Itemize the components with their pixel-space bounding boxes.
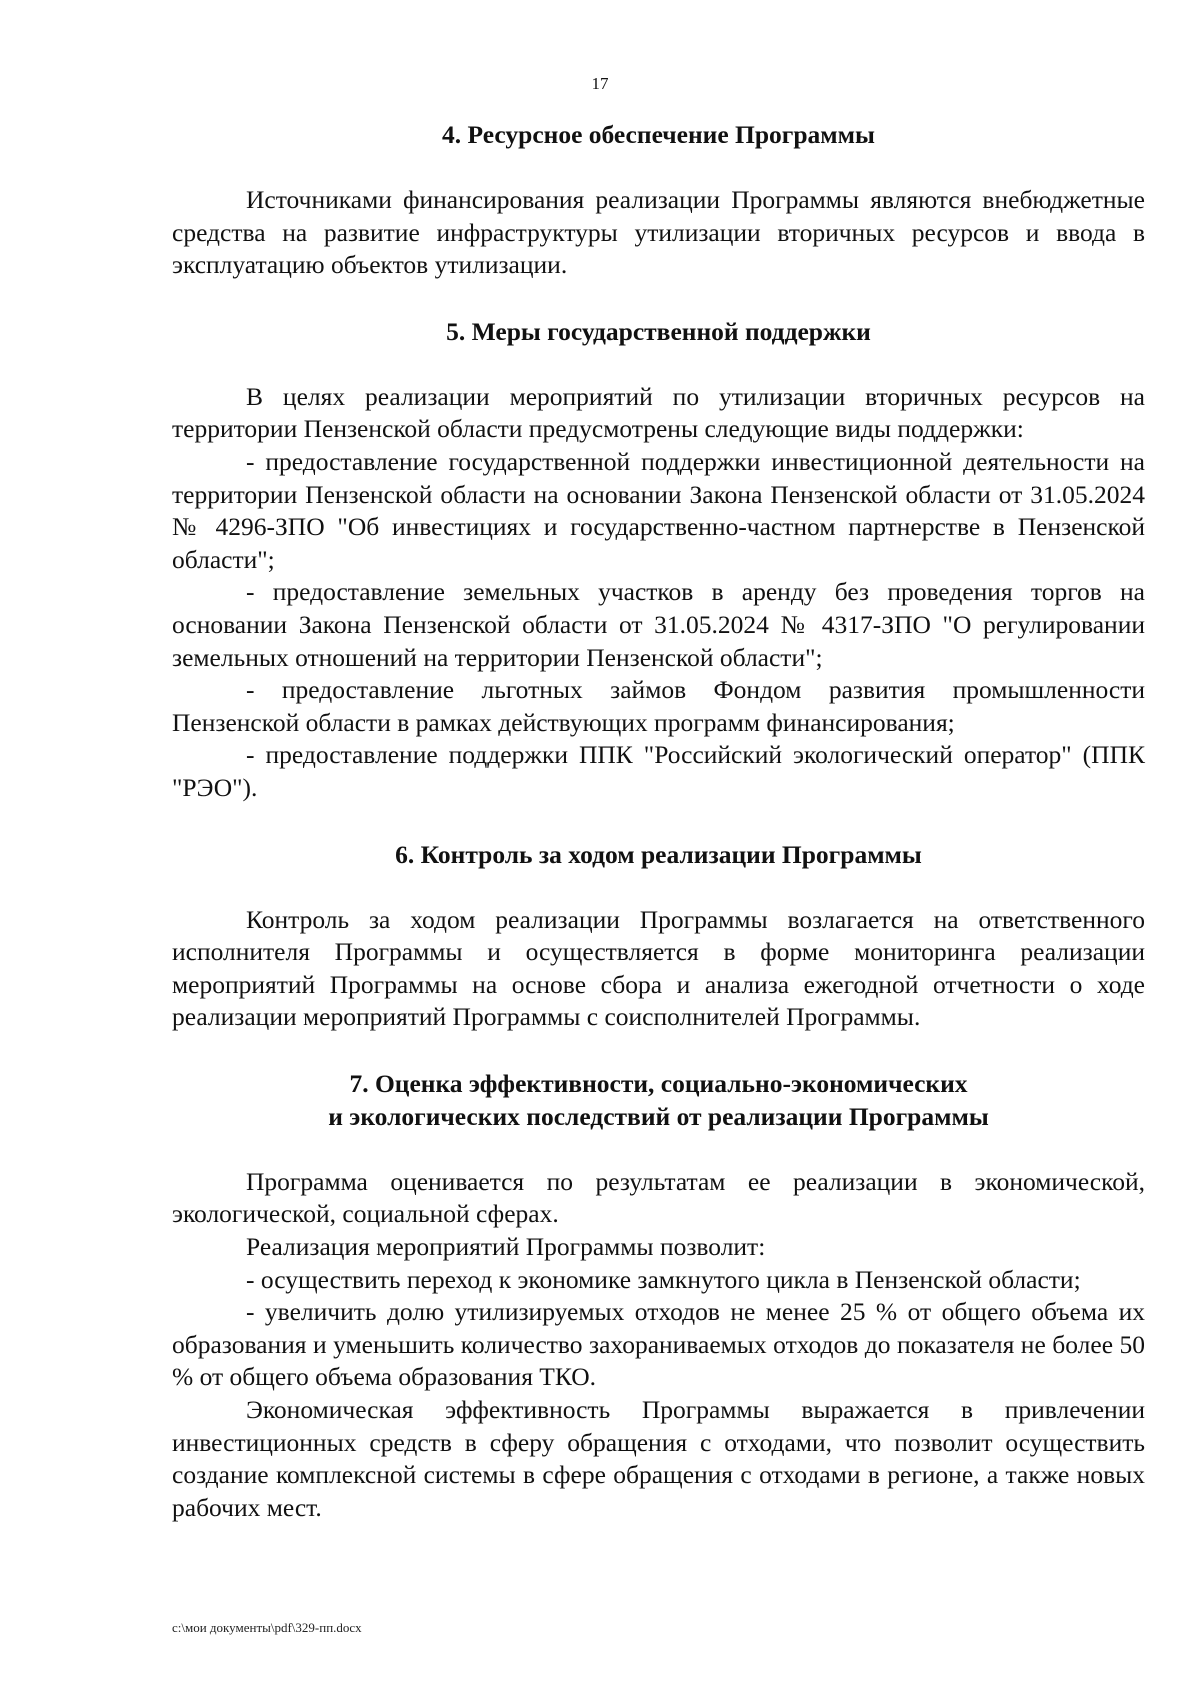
section-5-title: 5. Меры государственной поддержки: [446, 316, 871, 346]
section-7-title-line-2: и экологических последствий от реализации Программы: [328, 1101, 989, 1131]
section-6-title: 6. Контроль за ходом реализации Программы: [395, 839, 922, 869]
section-5-item-reo-support: - предоставление поддержки ППК "Российский экологический оператор" (ППК "РЭО").: [172, 740, 1145, 802]
section-5-intro: В целях реализации мероприятий по утилизации вторичных ресурсов на территории Пензенской области предусмотрены следующие виды поддержки:: [172, 381, 1145, 444]
section-7-paragraph-allows: Реализация мероприятий Программы позволит:: [246, 1232, 766, 1262]
section-6-paragraph: Контроль за ходом реализации Программы возлагается на ответственного исполнителя Программы и осуществляется в форме мониторинга реализации мероприятий Программы на основе сбора и анализа ежегодной отчетности о ходе реализации мероприятий Программы с соисполнителей Программы.: [172, 904, 1145, 1032]
document-body: [172, 118, 1145, 1524]
section-4-title: 4. Ресурсное обеспечение Программы: [442, 120, 875, 149]
section-7-paragraph-economic-efficiency: Экономическая эффективность Программы выражается в привлечении инвестиционных средств в сферу обращения с отходами, что позволит осуществить создание комплексной системы в сфере обращения с отходами в регионе, а также новых рабочих мест.: [172, 1395, 1145, 1522]
section-7-item-circular-economy: - осуществить переход к экономике замкнутого цикла в Пензенской области;: [246, 1264, 1081, 1294]
section-7-paragraph-assessment: Программа оценивается по результатам ее реализации в экономической, экологической, социальной сферах.: [172, 1166, 1145, 1229]
section-4-paragraph: Источниками финансирования реализации Программы являются внебюджетные средства на развитие инфраструктуры утилизации вторичных ресурсов и ввода в эксплуатацию объектов утилизации.: [172, 185, 1145, 280]
section-7-title: [172, 1067, 1145, 1133]
section-5-item-loans: - предоставление льготных займов Фондом развития промышленности Пензенской области в рамках действующих программ финансирования;: [172, 675, 1145, 737]
section-5-item-investment-support: - предоставление государственной поддержки инвестиционной деятельности на территории Пензенской области на основании Закона Пензенской области от 31.05.2024 № 4296-ЗПО "Об инвестициях и государственно-частном партнерстве в Пензенской области";: [172, 446, 1145, 574]
page-number: 17: [591, 74, 609, 93]
section-7-title-line-1: 7. Оценка эффективности, социально-экономических: [349, 1068, 968, 1098]
section-7-item-waste-share: - увеличить долю утилизируемых отходов не менее 25 % от общего объема их образования и уменьшить количество захораниваемых отходов до показателя не более 50 % от общего объема образования ТКО.: [172, 1297, 1145, 1392]
section-5-item-land-lease: - предоставление земельных участков в аренду без проведения торгов на основании Закона Пензенской области от 31.05.2024 № 4317-ЗПО "О регулировании земельных отношений на территории Пензенской области";: [172, 577, 1145, 672]
footer-file-path: c:\мои документы\pdf\329-пп.docx: [172, 1620, 362, 1635]
